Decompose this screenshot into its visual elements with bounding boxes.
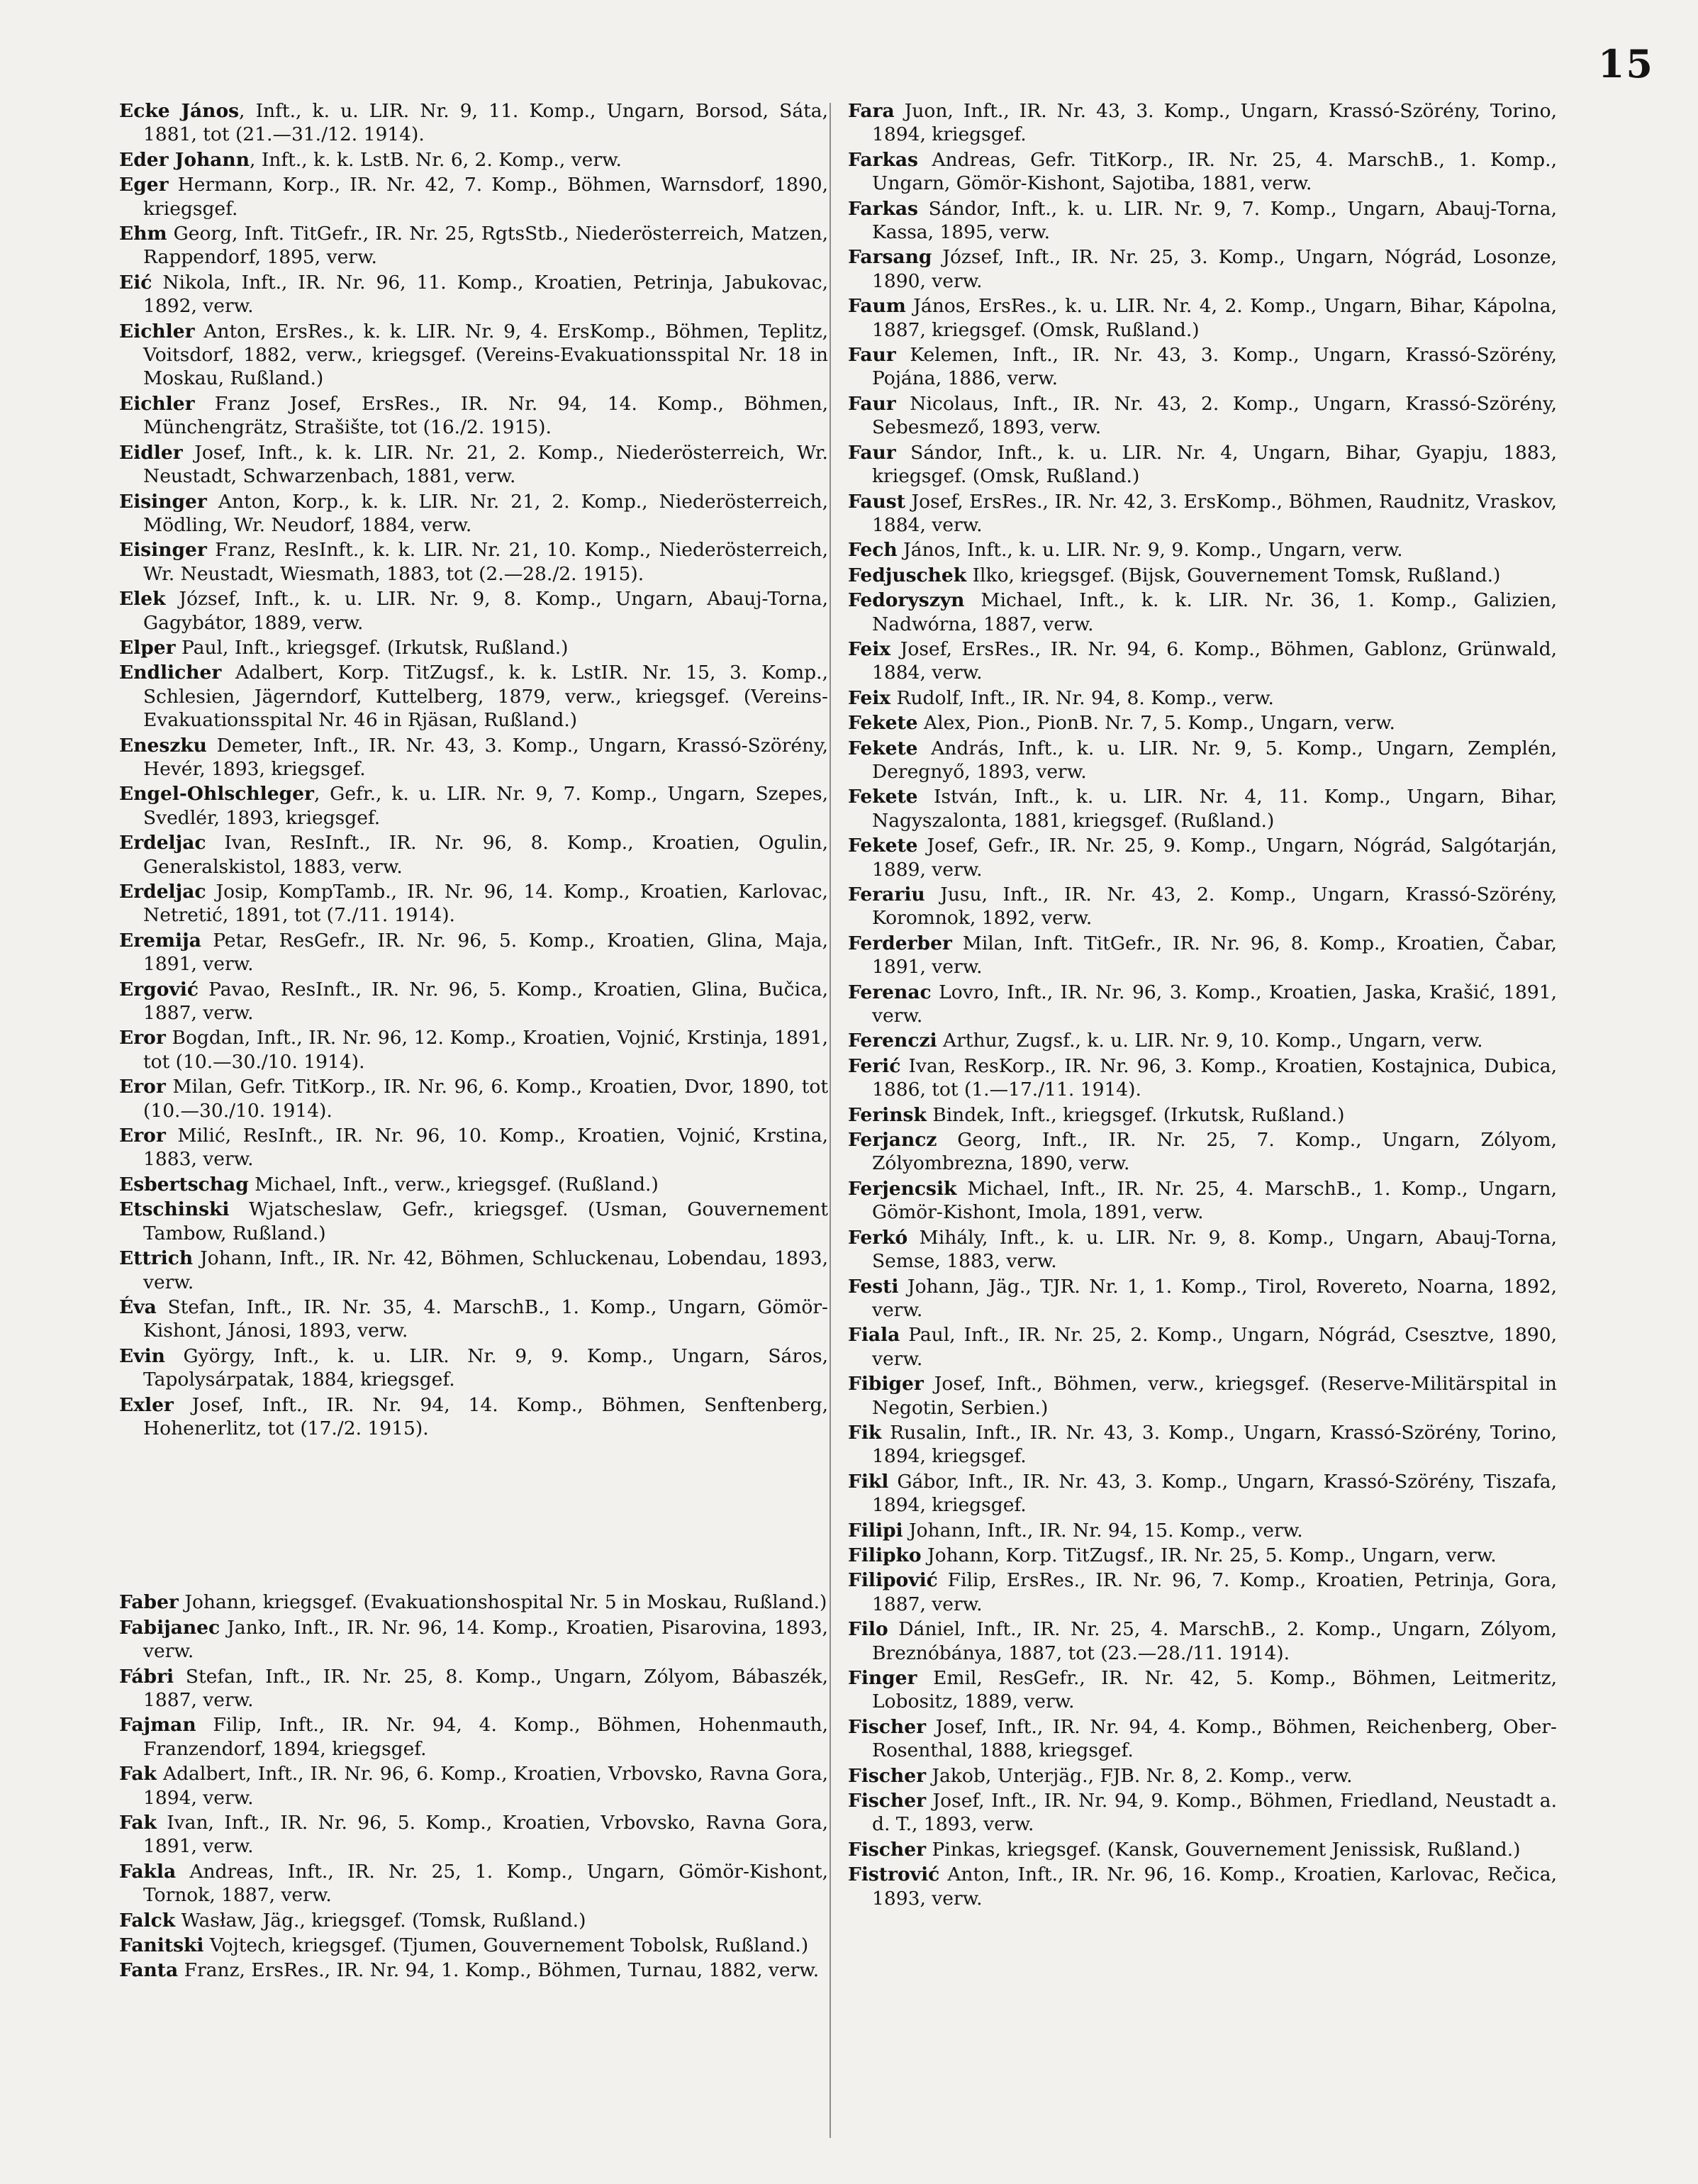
- entry-surname: Faum: [848, 295, 906, 318]
- entry-surname: Festi: [848, 1275, 899, 1298]
- entry: [119, 392, 828, 440]
- entry: [119, 1665, 828, 1712]
- entry: [848, 1470, 1557, 1517]
- entry-surname: Exler: [119, 1393, 174, 1416]
- entry: [848, 1569, 1557, 1616]
- entry-surname: Ferjencsik: [848, 1177, 957, 1200]
- entry: [848, 834, 1557, 881]
- entry-details: Josef, Inft., IR. Nr. 94, 14. Komp., Böhmen, Senftenberg, Hohenerlitz, tot (17./2. 1915).: [143, 1393, 828, 1439]
- entry-details: Ivan, ResKorp., IR. Nr. 96, 3. Komp., Kroatien, Kostajnica, Dubica, 1886, tot (1.—17./11. 1914).: [872, 1054, 1557, 1101]
- entry: [119, 831, 828, 879]
- entry-details: Michael, Inft., k. k. LIR. Nr. 36, 1. Komp., Galizien, Nadwórna, 1887, verw.: [872, 589, 1557, 635]
- entry-details: Johann, Korp. TitZugsf., IR. Nr. 25, 5. Komp., Ungarn, verw.: [921, 1544, 1497, 1566]
- entry: [119, 661, 828, 732]
- entry-details: Demeter, Inft., IR. Nr. 43, 3. Komp., Ungarn, Krassó-Szörény, Hevér, 1893, kriegsgef.: [143, 734, 828, 780]
- entry-surname: Fibiger: [848, 1373, 924, 1395]
- entry: [119, 1075, 828, 1122]
- entry: [119, 1344, 828, 1392]
- entry-details: Franz, ResInft., k. k. LIR. Nr. 21, 10. Komp., Niederösterreich, Wr. Neustadt, Wiesmath, 1883, tot (2.—28./2. 1915).: [143, 539, 828, 585]
- entry: [848, 1715, 1557, 1763]
- entry-details: Bogdan, Inft., IR. Nr. 96, 12. Komp., Kroatien, Vojnić, Krstinja, 1891, tot (10.—30./10. 1914).: [143, 1027, 828, 1073]
- entry-details: Ivan, Inft., IR. Nr. 96, 5. Komp., Kroatien, Vrbovsko, Ravna Gora, 1891, verw.: [143, 1812, 828, 1858]
- entry-details: Josef, Inft., IR. Nr. 94, 4. Komp., Böhmen, Reichenberg, Ober-Rosenthal, 1888, kriegsgef.: [872, 1715, 1557, 1762]
- entry: [119, 173, 828, 221]
- entry-details: Stefan, Inft., IR. Nr. 35, 4. MarschB., 1. Komp., Ungarn, Gömör-Kishont, Jánosi, 1893, verw.: [143, 1296, 828, 1342]
- entry: [119, 734, 828, 781]
- entry-details: Jusu, Inft., IR. Nr. 43, 2. Komp., Ungarn, Krassó-Szörény, Koromnok, 1892, verw.: [872, 884, 1557, 930]
- entry: [119, 978, 828, 1025]
- entry: [848, 197, 1557, 245]
- entry-surname: Faur: [848, 441, 896, 464]
- entry-details: Johann, Jäg., TJR. Nr. 1, 1. Komp., Tirol, Rovereto, Noarna, 1892, verw.: [872, 1275, 1557, 1321]
- entry: [848, 1054, 1557, 1102]
- entry: [119, 636, 828, 659]
- entry-surname: Eror: [119, 1076, 166, 1098]
- entry-details: Sándor, Inft., k. u. LIR. Nr. 4, Ungarn, Bihar, Gyapju, 1883, kriegsgef. (Omsk, Rußland.): [872, 441, 1557, 488]
- entry: [848, 737, 1557, 784]
- entry: [848, 711, 1557, 735]
- entry-details: Josef, Inft., IR. Nr. 94, 9. Komp., Böhmen, Friedland, Neustadt a. d. T., 1893, verw.: [872, 1790, 1557, 1836]
- entry-details: Josef, ErsRes., IR. Nr. 42, 3. ErsKomp., Böhmen, Raudnitz, Vraskov, 1884, verw.: [872, 490, 1557, 536]
- entry-details: Wasław, Jäg., kriegsgef. (Tomsk, Rußland.): [175, 1909, 586, 1932]
- entry: [119, 148, 828, 172]
- entry-surname: Filo: [848, 1618, 888, 1641]
- entry: [848, 932, 1557, 979]
- entry: [848, 1863, 1557, 1910]
- entry: [119, 320, 828, 391]
- entry-surname: Fischer: [848, 1838, 927, 1861]
- entry-surname: Farkas: [848, 197, 918, 220]
- entry: [119, 1026, 828, 1074]
- entry: [848, 245, 1557, 293]
- entry: [848, 1372, 1557, 1420]
- entry: [848, 1666, 1557, 1714]
- entry-surname: Fik: [848, 1421, 882, 1444]
- entry-details: Filip, Inft., IR. Nr. 94, 4. Komp., Böhmen, Hohenmauth, Franzendorf, 1894, kriegsgef.: [143, 1714, 828, 1760]
- entry-details: András, Inft., k. u. LIR. Nr. 9, 5. Komp., Ungarn, Zemplén, Deregnyő, 1893, verw.: [872, 737, 1557, 783]
- entry-surname: Feix: [848, 686, 891, 709]
- entry: [848, 294, 1557, 342]
- entry-details: Filip, ErsRes., IR. Nr. 96, 7. Komp., Kroatien, Petrinja, Gora, 1887, verw.: [872, 1569, 1557, 1615]
- entry-details: Paul, Inft., IR. Nr. 25, 2. Komp., Ungarn, Nógrád, Csesztve, 1890, verw.: [872, 1324, 1557, 1370]
- entry-surname: Farkas: [848, 148, 918, 171]
- entry-surname: Fedoryszyn: [848, 589, 965, 612]
- page-number: 15: [1597, 41, 1654, 87]
- entry-details: Ilko, kriegsgef. (Bijsk, Gouvernement Tomsk, Rußland.): [966, 564, 1501, 586]
- entry-surname: Eneszku: [119, 734, 207, 757]
- entry: [848, 1029, 1557, 1052]
- entry-details: Kelemen, Inft., IR. Nr. 43, 3. Komp., Ungarn, Krassó-Szörény, Pojána, 1886, verw.: [872, 344, 1557, 390]
- entry-surname: Ergović: [119, 978, 199, 1001]
- entry-details: Rudolf, Inft., IR. Nr. 94, 8. Komp., verw.: [890, 686, 1274, 709]
- entry: [119, 1860, 828, 1907]
- entry-surname: Fistrović: [848, 1863, 940, 1886]
- entry-details: Hermann, Korp., IR. Nr. 42, 7. Komp., Böhmen, Warnsdorf, 1890, kriegsgef.: [143, 174, 828, 220]
- entry: [848, 343, 1557, 391]
- entry: [119, 538, 828, 586]
- entry-surname: Faur: [848, 392, 896, 415]
- entry-details: Stefan, Inft., IR. Nr. 25, 8. Komp., Ungarn, Zólyom, Bábaszék, 1887, verw.: [143, 1665, 828, 1711]
- entry-surname: Fekete: [848, 712, 918, 735]
- entry-details: Jakob, Unterjäg., FJB. Nr. 8, 2. Komp., verw.: [926, 1764, 1353, 1787]
- entry-surname: Eder Johann: [119, 148, 250, 171]
- entry-surname: Eger: [119, 174, 169, 196]
- entry: [848, 1421, 1557, 1469]
- entry-details: Josip, KompTamb., IR. Nr. 96, 14. Komp., Kroatien, Karlovac, Netretić, 1891, tot (7./11. 1914).: [143, 881, 828, 927]
- entry-surname: Fikl: [848, 1470, 889, 1493]
- entry: [848, 538, 1557, 562]
- entry-surname: Falck: [119, 1909, 176, 1932]
- entry-details: Milan, Inft. TitGefr., IR. Nr. 96, 8. Komp., Kroatien, Čabar, 1891, verw.: [872, 932, 1557, 979]
- entry-surname: Éva: [119, 1296, 157, 1318]
- entry-surname: Ettrich: [119, 1247, 194, 1270]
- entry: [848, 1177, 1557, 1225]
- entry-details: Mihály, Inft., k. u. LIR. Nr. 9, 8. Komp., Ungarn, Abauj-Torna, Semse, 1883, verw.: [872, 1226, 1557, 1273]
- entry: [119, 1247, 828, 1294]
- entry-surname: Ferenczi: [848, 1030, 937, 1052]
- entry-details: Ivan, ResInft., IR. Nr. 96, 8. Komp., Kroatien, Ogulin, Generalskistol, 1883, verw.: [143, 832, 828, 878]
- column-divider: [830, 103, 831, 2138]
- entry-details: , Gefr., k. u. LIR. Nr. 9, 7. Komp., Ungarn, Szepes, Svedlér, 1893, kriegsgef.: [143, 783, 828, 829]
- entry: [848, 1226, 1557, 1274]
- entry: [119, 880, 828, 927]
- entry-details: Paul, Inft., kriegsgef. (Irkutsk, Rußland.): [175, 636, 569, 659]
- left-column: [119, 99, 828, 1984]
- right-column: [848, 99, 1557, 1912]
- entry-surname: Filipi: [848, 1519, 903, 1542]
- entry-surname: Elper: [119, 636, 176, 659]
- entry-surname: Fekete: [848, 737, 918, 759]
- entry-surname: Eror: [119, 1125, 166, 1147]
- entry-surname: Fakla: [119, 1860, 177, 1883]
- entry: [119, 271, 828, 318]
- entry-surname: Ferjancz: [848, 1129, 937, 1152]
- entry: [119, 1811, 828, 1859]
- entry-surname: Fabijanec: [119, 1616, 220, 1639]
- entry-surname: Ferinsk: [848, 1103, 927, 1126]
- entry-surname: Ferderber: [848, 932, 952, 954]
- entry: [848, 1838, 1557, 1861]
- entry-details: Johann, Inft., IR. Nr. 94, 15. Komp., verw.: [903, 1519, 1303, 1542]
- entry: [848, 637, 1557, 685]
- entry-surname: Eisinger: [119, 539, 207, 562]
- entry: [848, 148, 1557, 196]
- entry-surname: Elek: [119, 588, 166, 611]
- entry: [119, 1124, 828, 1171]
- entry-details: Josef, Gefr., IR. Nr. 25, 9. Komp., Ungarn, Nógrád, Salgótarján, 1889, verw.: [872, 835, 1557, 881]
- entry: [119, 1296, 828, 1343]
- entry: [848, 686, 1557, 710]
- entry-details: Michael, Inft., verw., kriegsgef. (Rußland.): [248, 1173, 659, 1196]
- entry-surname: Fekete: [848, 786, 918, 808]
- entry-details: Adalbert, Korp. TitZugsf., k. k. LstIR. Nr. 15, 3. Komp., Schlesien, Jägerndorf, Kuttelberg, 1879, verw., kriegsgef. (Vereins-Evakuationsspital Nr. 46 in Rjäsan, Rußland.): [143, 662, 828, 732]
- entry-details: János, ErsRes., k. u. LIR. Nr. 4, 2. Komp., Ungarn, Bihar, Kápolna, 1887, kriegsgef. (Omsk, Rußland.): [872, 295, 1557, 341]
- entry: [119, 1762, 828, 1810]
- entry: [848, 1128, 1557, 1176]
- entry-details: , Inft., k. k. LstB. Nr. 6, 2. Komp., verw.: [249, 148, 622, 171]
- entry: [119, 222, 828, 269]
- entry-surname: Fech: [848, 539, 898, 562]
- entry-surname: Fischer: [848, 1715, 927, 1738]
- entry: [119, 1934, 828, 1957]
- entry-surname: Fedjuschek: [848, 564, 967, 586]
- entry-surname: Fanta: [119, 1959, 179, 1982]
- entry-surname: Farsang: [848, 246, 932, 269]
- entry-surname: Eichler: [119, 392, 195, 415]
- entry-details: Vojtech, kriegsgef. (Tjumen, Gouvernement Tobolsk, Rußland.): [203, 1934, 809, 1957]
- entry-details: Pinkas, kriegsgef. (Kansk, Gouvernement Jenissisk, Rußland.): [926, 1838, 1521, 1861]
- entry-surname: Eidler: [119, 441, 183, 464]
- entry-details: , Inft., k. u. LIR. Nr. 9, 11. Komp., Ungarn, Borsod, Sáta, 1881, tot (21.—31./12. 1914).: [143, 100, 828, 146]
- entry-details: Alex, Pion., PionB. Nr. 7, 5. Komp., Ungarn, verw.: [917, 712, 1395, 735]
- entry-surname: Eremija: [119, 929, 201, 952]
- entry-details: Pavao, ResInft., IR. Nr. 96, 5. Komp., Kroatien, Glina, Bučica, 1887, verw.: [143, 978, 828, 1025]
- entry-details: Michael, Inft., IR. Nr. 25, 4. MarschB., 1. Komp., Ungarn, Gömör-Kishont, Imola, 1891, verw.: [872, 1177, 1557, 1224]
- entry: [848, 589, 1557, 636]
- entry-details: Andreas, Inft., IR. Nr. 25, 1. Komp., Ungarn, Gömör-Kishont, Tornok, 1887, verw.: [143, 1860, 828, 1907]
- entry-surname: Fekete: [848, 835, 918, 857]
- entry-surname: Erdeljac: [119, 832, 206, 854]
- entry-details: Franz Josef, ErsRes., IR. Nr. 94, 14. Komp., Böhmen, Münchengrätz, Strašište, tot (16./2. 1915).: [143, 392, 828, 439]
- entry: [848, 785, 1557, 832]
- entry: [119, 1393, 828, 1441]
- entry-details: Franz, ErsRes., IR. Nr. 94, 1. Komp., Böhmen, Turnau, 1882, verw.: [178, 1959, 820, 1982]
- entry-surname: Fischer: [848, 1790, 927, 1812]
- entry-surname: Ferariu: [848, 884, 925, 906]
- entry-details: Josef, ErsRes., IR. Nr. 94, 6. Komp., Böhmen, Gablonz, Grünwald, 1884, verw.: [872, 637, 1557, 684]
- entry: [848, 1323, 1557, 1371]
- entry: [848, 981, 1557, 1028]
- entry: [119, 1590, 828, 1614]
- entry-surname: Ferkó: [848, 1226, 908, 1249]
- entry: [119, 441, 828, 489]
- entry-surname: Faust: [848, 490, 905, 513]
- entry-details: Bindek, Inft., kriegsgef. (Irkutsk, Rußland.): [926, 1103, 1345, 1126]
- entry-details: Johann, Inft., IR. Nr. 42, Böhmen, Schluckenau, Lobendau, 1893, verw.: [143, 1247, 828, 1293]
- entry-surname: Filipko: [848, 1544, 922, 1566]
- entry-surname: Fischer: [848, 1764, 927, 1787]
- entry-details: Anton, ErsRes., k. k. LIR. Nr. 9, 4. ErsKomp., Böhmen, Teplitz, Voitsdorf, 1882, verw., kriegsgef. (Vereins-Evakuationsspital Nr. 18 in Moskau, Rußland.): [143, 320, 828, 390]
- entry-details: Andreas, Gefr. TitKorp., IR. Nr. 25, 4. MarschB., 1. Komp., Ungarn, Gömör-Kishont, Sajotiba, 1881, verw.: [872, 148, 1557, 195]
- entry: [119, 1198, 828, 1245]
- entry: [848, 441, 1557, 489]
- entry: [848, 1275, 1557, 1322]
- entry-details: Wjatscheslaw, Gefr., kriegsgef. (Usman, Gouvernement Tambow, Rußland.): [143, 1198, 828, 1244]
- entry: [119, 99, 828, 147]
- entry-surname: Faur: [848, 344, 896, 367]
- entry: [119, 1173, 828, 1196]
- entry-surname: Fanitski: [119, 1934, 204, 1957]
- entry-details: István, Inft., k. u. LIR. Nr. 4, 11. Komp., Ungarn, Bihar, Nagyszalonta, 1881, kriegsgef. (Rußland.): [872, 786, 1557, 832]
- f-entries-continued: [848, 99, 1557, 1910]
- entry: [119, 490, 828, 537]
- f-entries: [119, 1590, 828, 1983]
- entry-surname: Fak: [119, 1812, 157, 1834]
- entry-surname: Feix: [848, 637, 891, 660]
- entry: [848, 1544, 1557, 1567]
- entry: [848, 564, 1557, 587]
- entry-details: József, Inft., k. u. LIR. Nr. 9, 8. Komp., Ungarn, Abauj-Torna, Gagybátor, 1889, verw.: [143, 588, 828, 634]
- entry-surname: Eisinger: [119, 490, 207, 513]
- entry-details: Josef, Inft., k. k. LIR. Nr. 21, 2. Komp., Niederösterreich, Wr. Neustadt, Schwarzenbach, 1881, verw.: [143, 441, 828, 488]
- entry: [119, 929, 828, 976]
- entry-surname: Ferenac: [848, 981, 932, 1003]
- entry-surname: Eić: [119, 271, 152, 294]
- entry-surname: Fiala: [848, 1324, 900, 1347]
- entry-details: Nikola, Inft., IR. Nr. 96, 11. Komp., Kroatien, Petrinja, Jabukovac, 1892, verw.: [143, 271, 828, 318]
- entry: [848, 883, 1557, 930]
- entry-details: Nicolaus, Inft., IR. Nr. 43, 2. Komp., Ungarn, Krassó-Szörény, Sebesmező, 1893, verw.: [872, 392, 1557, 439]
- entry-details: Rusalin, Inft., IR. Nr. 43, 3. Komp., Ungarn, Krassó-Szörény, Torino, 1894, kriegsgef.: [872, 1421, 1557, 1468]
- entry: [119, 1616, 828, 1664]
- entry-surname: Ehm: [119, 223, 167, 245]
- entry: [848, 1519, 1557, 1542]
- entry: [848, 392, 1557, 440]
- entry-surname: Esbertschag: [119, 1173, 249, 1196]
- e-entries: [119, 99, 828, 1440]
- entry: [119, 587, 828, 635]
- entry-details: Gábor, Inft., IR. Nr. 43, 3. Komp., Ungarn, Krassó-Szörény, Tiszafa, 1894, kriegsgef.: [872, 1470, 1557, 1517]
- entry-details: Josef, Inft., Böhmen, verw., kriegsgef. (Reserve-Militärspital in Negotin, Serbien.): [872, 1373, 1557, 1419]
- entry-details: Juon, Inft., IR. Nr. 43, 3. Komp., Ungarn, Krassó-Szörény, Torino, 1894, kriegsgef.: [872, 100, 1557, 146]
- entry-surname: Engel-Ohlschleger: [119, 783, 314, 806]
- entry-details: Milić, ResInft., IR. Nr. 96, 10. Komp., Kroatien, Vojnić, Krstina, 1883, verw.: [143, 1125, 828, 1171]
- entry: [119, 1713, 828, 1761]
- entry-details: Dániel, Inft., IR. Nr. 25, 4. MarschB., 2. Komp., Ungarn, Zólyom, Breznóbánya, 1887, tot (23.—28./11. 1914).: [872, 1618, 1557, 1664]
- entry-surname: Ecke János: [119, 100, 240, 122]
- entry-details: Adalbert, Inft., IR. Nr. 96, 6. Komp., Kroatien, Vrbovsko, Ravna Gora, 1894, verw.: [143, 1763, 828, 1809]
- entry-surname: Eichler: [119, 320, 195, 342]
- entry-details: Emil, ResGefr., IR. Nr. 42, 5. Komp., Böhmen, Leitmeritz, Lobositz, 1889, verw.: [872, 1667, 1557, 1713]
- entry: [848, 1103, 1557, 1127]
- entry-details: Janko, Inft., IR. Nr. 96, 14. Komp., Kroatien, Pisarovina, 1893, verw.: [143, 1616, 828, 1663]
- entry-surname: Endlicher: [119, 662, 222, 684]
- entry-details: János, Inft., k. u. LIR. Nr. 9, 9. Komp., Ungarn, verw.: [897, 539, 1403, 562]
- section-gap: [119, 1442, 828, 1590]
- entry: [848, 1617, 1557, 1665]
- entry-details: Arthur, Zugsf., k. u. LIR. Nr. 9, 10. Komp., Ungarn, verw.: [937, 1030, 1483, 1052]
- entry: [119, 1909, 828, 1932]
- entry-details: Georg, Inft., IR. Nr. 25, 7. Komp., Ungarn, Zólyom, Zólyombrezna, 1890, verw.: [872, 1129, 1557, 1175]
- entry-details: György, Inft., k. u. LIR. Nr. 9, 9. Komp., Ungarn, Sáros, Tapolysárpatak, 1884, kriegsgef.: [143, 1344, 828, 1391]
- entry-surname: Evin: [119, 1344, 165, 1367]
- entry-details: Milan, Gefr. TitKorp., IR. Nr. 96, 6. Komp., Kroatien, Dvor, 1890, tot (10.—30./10. 1914).: [143, 1076, 828, 1122]
- entry: [848, 99, 1557, 147]
- entry: [119, 1959, 828, 1982]
- entry-details: Anton, Korp., k. k. LIR. Nr. 21, 2. Komp., Niederösterreich, Mödling, Wr. Neudorf, 1884, verw.: [143, 490, 828, 536]
- entry: [119, 782, 828, 830]
- entry-surname: Faber: [119, 1591, 179, 1614]
- entry-surname: Finger: [848, 1667, 917, 1689]
- entry-details: Petar, ResGefr., IR. Nr. 96, 5. Komp., Kroatien, Glina, Maja, 1891, verw.: [143, 929, 828, 976]
- entry-surname: Etschinski: [119, 1198, 230, 1221]
- entry-surname: Fábri: [119, 1665, 174, 1688]
- entry: [848, 490, 1557, 537]
- entry-details: Georg, Inft. TitGefr., IR. Nr. 25, RgtsStb., Niederösterreich, Matzen, Rappendorf, 1895, verw.: [143, 223, 828, 269]
- entry-surname: Fajman: [119, 1714, 196, 1737]
- entry-surname: Eror: [119, 1027, 166, 1049]
- entry-surname: Fak: [119, 1763, 157, 1785]
- entry-surname: Fara: [848, 100, 895, 122]
- entry-surname: Erdeljac: [119, 881, 206, 903]
- entry-details: József, Inft., IR. Nr. 25, 3. Komp., Ungarn, Nógrád, Losonze, 1890, verw.: [872, 246, 1557, 292]
- entry-details: Anton, Inft., IR. Nr. 96, 16. Komp., Kroatien, Karlovac, Rečica, 1893, verw.: [872, 1863, 1557, 1910]
- entry-details: Lovro, Inft., IR. Nr. 96, 3. Komp., Kroatien, Jaska, Krašić, 1891, verw.: [872, 981, 1557, 1027]
- entry-details: Sándor, Inft., k. u. LIR. Nr. 9, 7. Komp., Ungarn, Abauj-Torna, Kassa, 1895, verw.: [872, 197, 1557, 244]
- entry-details: Johann, kriegsgef. (Evakuationshospital Nr. 5 in Moskau, Rußland.): [178, 1591, 827, 1614]
- entry-surname: Ferić: [848, 1054, 901, 1077]
- entry-surname: Filipović: [848, 1569, 938, 1592]
- entry: [848, 1789, 1557, 1837]
- entry: [848, 1764, 1557, 1788]
